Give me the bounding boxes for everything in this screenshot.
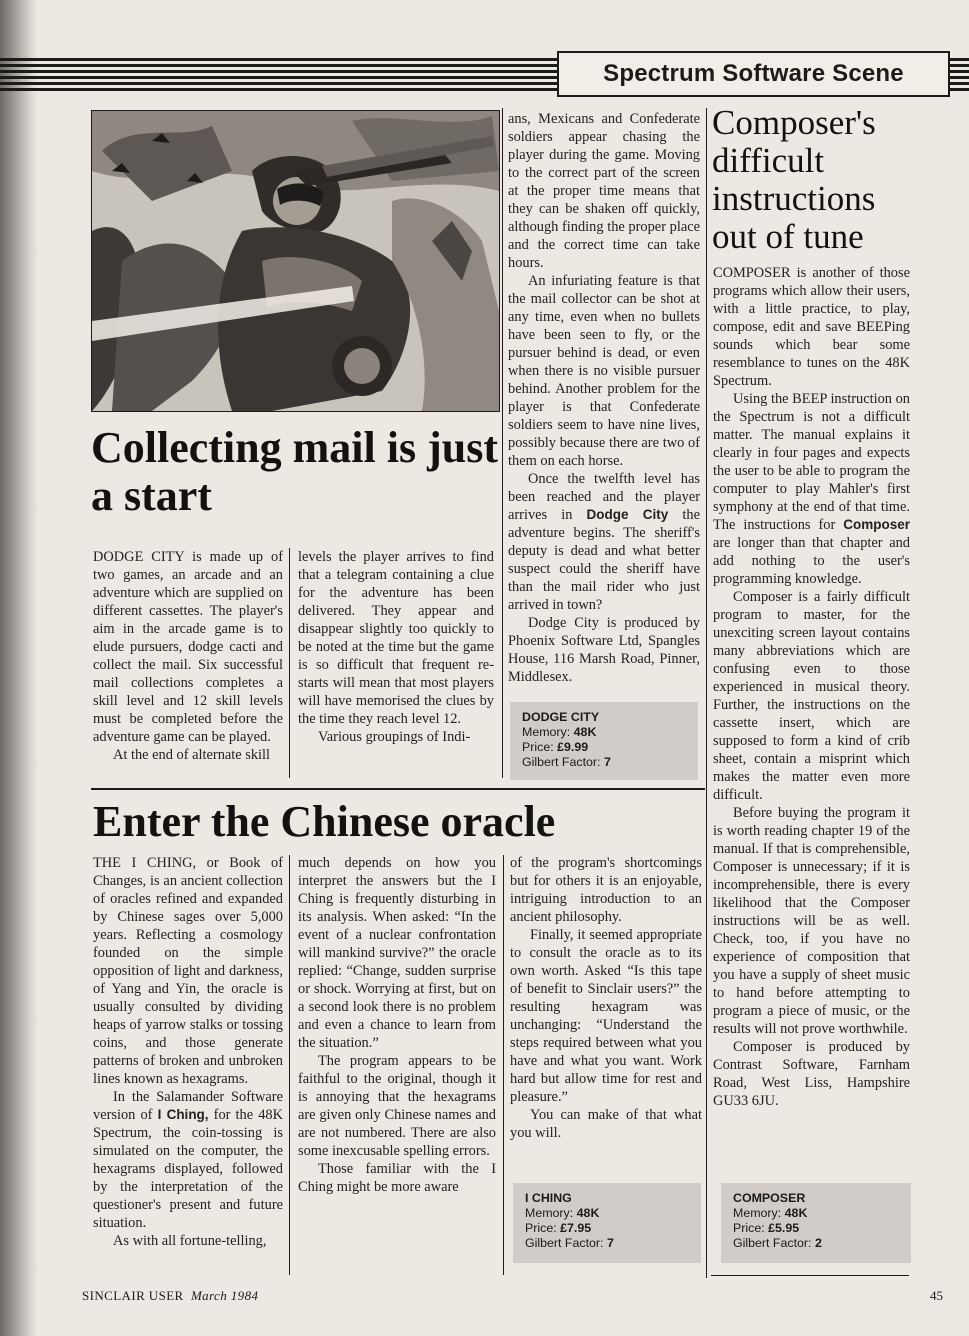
value: 7 [606, 1236, 614, 1250]
value: 2 [814, 1236, 822, 1250]
info-box-title: DODGE CITY [522, 710, 600, 724]
product-name: I Ching, [157, 1107, 209, 1122]
column-rule [289, 548, 290, 778]
issue-date: March 1984 [190, 1288, 259, 1303]
iching-headline: Enter the Chinese oracle [93, 797, 556, 846]
text-run: the adventure begins. The sheriff's deputy is dead and what better suspect could the sheriff have than the mail rider who just arrived in town? [508, 507, 700, 613]
dodge-city-paragraph [508, 470, 700, 614]
text-run: Once the twelfth level has been reached and the player arrives in [508, 471, 700, 523]
page-spine-shadow [0, 0, 38, 1336]
label: Memory: [733, 1206, 782, 1220]
product-name: Dodge City [586, 507, 669, 522]
value: £5.95 [768, 1221, 800, 1235]
dodge-city-paragraph: levels the player arrives to find that a telegram containing a clue for the adventure has been delivered. They appear and disappear slightly too quickly to be noted at the time but the game is so difficult that frequent re-starts will mean that most players will have memorised the clues by the time they reach level 12. [298, 549, 494, 727]
product-name: Composer [843, 517, 910, 532]
iching-column-1 [93, 854, 283, 1250]
info-box-memory [733, 1206, 899, 1221]
info-box-price [733, 1221, 899, 1236]
composer-headline: Composer's difficult instructions out of tune [712, 103, 876, 256]
info-box-gilbert [733, 1236, 899, 1251]
label: Price: [733, 1221, 765, 1235]
iching-paragraph: THE I CHING, or Book of Changes, is an ancient collection of oracles refined and expanded by Chinese sages over 5,000 years. Reflecting a cosmology founded on the simple opposition of light and darkness, of Yang and Yin, the oracle is usually consulted by dividing heaps of yarrow stalks or tossing coins, and those generate patterns of broken and unbroken lines known as hexagrams. [93, 855, 283, 1087]
value: £9.99 [557, 740, 589, 754]
label: Gilbert Factor: [522, 755, 601, 769]
label: Price: [525, 1221, 557, 1235]
value: 48K [784, 1206, 808, 1220]
footer-publication [82, 1288, 258, 1304]
section-title: Spectrum Software Scene [557, 51, 950, 97]
composer-paragraph: Composer is a fairly difficult program to master, for the unexciting screen layout contains many abbreviations which are confusing even to those experienced in musical theory. Further, the instructions on the cassette insert, which are supposed to form a kind of crib sheet, contain a misprint which makes the matter even more difficult. [713, 589, 910, 803]
info-box-gilbert [522, 755, 686, 770]
label: Price: [522, 740, 554, 754]
iching-paragraph: Those familiar with the I Ching might be more aware [298, 1161, 496, 1195]
header-rule-lines [0, 58, 560, 94]
iching-paragraph: of the program's shortcomings but for others it is an enjoyable, intriguing introduction to an ancient philosophy. [510, 855, 702, 925]
label: Memory: [522, 725, 571, 739]
value: 48K [573, 725, 597, 739]
dodge-city-column-2 [298, 548, 494, 746]
cowboy-illustration-image [92, 111, 499, 411]
iching-column-3 [510, 854, 702, 1142]
text-run: Using the BEEP instruction on the Spectrum is not a difficult matter. The manual explains it clearly in four pages and expects the user to be able to program the computer to play Mahler's first symphony at the end of that time. The instructions for [713, 391, 910, 533]
iching-paragraph: much depends on how you interpret the answers but the I Ching is frequently disturbing in its analysis. When asked: “In the event of a nuclear confrontation will mankind survive?” the oracle replied: “Change, sudden surprise or shock. Worrying at first, but on a second look there is no problem and even a chance to learn from the situation.” [298, 855, 496, 1051]
dodge-city-illustration [91, 110, 500, 412]
dodge-city-paragraph: At the end of alternate skill [113, 747, 271, 763]
info-box-gilbert [525, 1236, 689, 1251]
column-rule [289, 855, 290, 1275]
composer-info-box [721, 1183, 911, 1263]
column-rule [503, 855, 504, 1275]
info-box-title: I CHING [525, 1191, 572, 1205]
info-box-price [525, 1221, 689, 1236]
label: Gilbert Factor: [733, 1236, 812, 1250]
composer-column [713, 264, 910, 1110]
info-box-memory [525, 1206, 689, 1221]
dodge-city-headline: Collecting mail is just a start [91, 423, 498, 520]
publication-name: SINCLAIR USER [82, 1288, 184, 1303]
iching-column-2 [298, 854, 496, 1196]
info-box-title: COMPOSER [733, 1191, 806, 1205]
page-number: 45 [930, 1288, 943, 1303]
iching-info-box [513, 1183, 701, 1263]
iching-paragraph: The program appears to be faithful to the original, though it is annoying that the hexagrams are given only Chinese names and are not numbered. There are also some inexcusable spelling errors. [298, 1053, 496, 1159]
iching-paragraph: You can make of that what you will. [510, 1107, 702, 1141]
composer-paragraph: Before buying the program it is worth reading chapter 19 of the manual. If that is comprehensible, Composer is unnecessary; if it is incomprehensible, there is every likelihood that the Composer instructions will be as well. Check, too, if you have no experience of composition that you have a supply of sheet music to hand before attempting to program a piece of music, or the results will not prove worthwhile. [713, 805, 910, 1037]
dodge-city-paragraph: Various groupings of Indi- [318, 729, 471, 745]
column-rule [706, 108, 707, 1278]
value: £7.95 [560, 1221, 592, 1235]
text-run: for the 48K Spectrum, the coin-tossing is simulated on the computer, the hexagrams displayed, followed by the interpretation of the questioner's present and future situation. [93, 1107, 284, 1231]
iching-paragraph: As with all fortune-telling, [113, 1233, 267, 1249]
composer-paragraph [713, 390, 910, 588]
composer-paragraph: Composer is produced by Contrast Software, Farnham Road, West Liss, Hampshire GU33 6JU. [713, 1039, 910, 1109]
dodge-city-paragraph: Dodge City is produced by Phoenix Software Ltd, Spangles House, 116 Marsh Road, Pinner, Middlesex. [508, 615, 700, 685]
dodge-city-paragraph: DODGE CITY is made up of two games, an arcade and an adventure which are supplied on different cassettes. The player's aim in the arcade game is to elude pursuers, dodge cacti and collect the mail. Six successful mail collections completes a skill level and 12 skill levels must be completed before the adventure game can be played. [93, 549, 283, 745]
dodge-city-info-box [510, 702, 698, 780]
info-box-price [522, 740, 686, 755]
label: Gilbert Factor: [525, 1236, 604, 1250]
header-rule-lines-right [950, 58, 969, 94]
text-run: are longer than that chapter and add nothing to the user's programming knowledge. [713, 535, 910, 587]
text-run: In the Salamander Software version of [93, 1089, 283, 1123]
dodge-city-paragraph: An infuriating feature is that the mail collector can be shot at any time, even when no bullets have been seen to fly, or the pursuer behind is dead, or even when there is no visible pursuer behind. Another problem for the player is that Confederate soldiers seem to have nine lives, possibly because there are two of them on each horse. [508, 273, 700, 469]
iching-paragraph: Finally, it seemed appropriate to consult the oracle as to its own worth. Asked “Is this tape of benefit to Sinclair users?” the resulting hexagram was unchanging: “Understand the steps required between what you have and what you want. Work hard but allow time for rest and pleasure.” [510, 927, 702, 1105]
value: 7 [603, 755, 611, 769]
composer-paragraph: COMPOSER is another of those programs which allow their users, with a little practice, to play, compose, edit and save BEEPing sounds which bear some resemblance to tunes on the 48K Spectrum. [713, 265, 910, 389]
dodge-city-column-3 [508, 110, 700, 686]
dodge-city-column-1 [93, 548, 283, 764]
article-separator [91, 788, 705, 790]
dodge-city-paragraph: ans, Mexicans and Confederate soldiers appear chasing the player during the game. Moving to the correct part of the screen at the proper time means that they can be shaken off quickly, although finding the proper place and the correct time can take hours. [508, 111, 700, 271]
column-rule [502, 108, 503, 778]
value: 48K [576, 1206, 600, 1220]
label: Memory: [525, 1206, 574, 1220]
info-box-memory [522, 725, 686, 740]
box-bottom-rule [711, 1275, 909, 1276]
iching-paragraph [93, 1088, 283, 1232]
